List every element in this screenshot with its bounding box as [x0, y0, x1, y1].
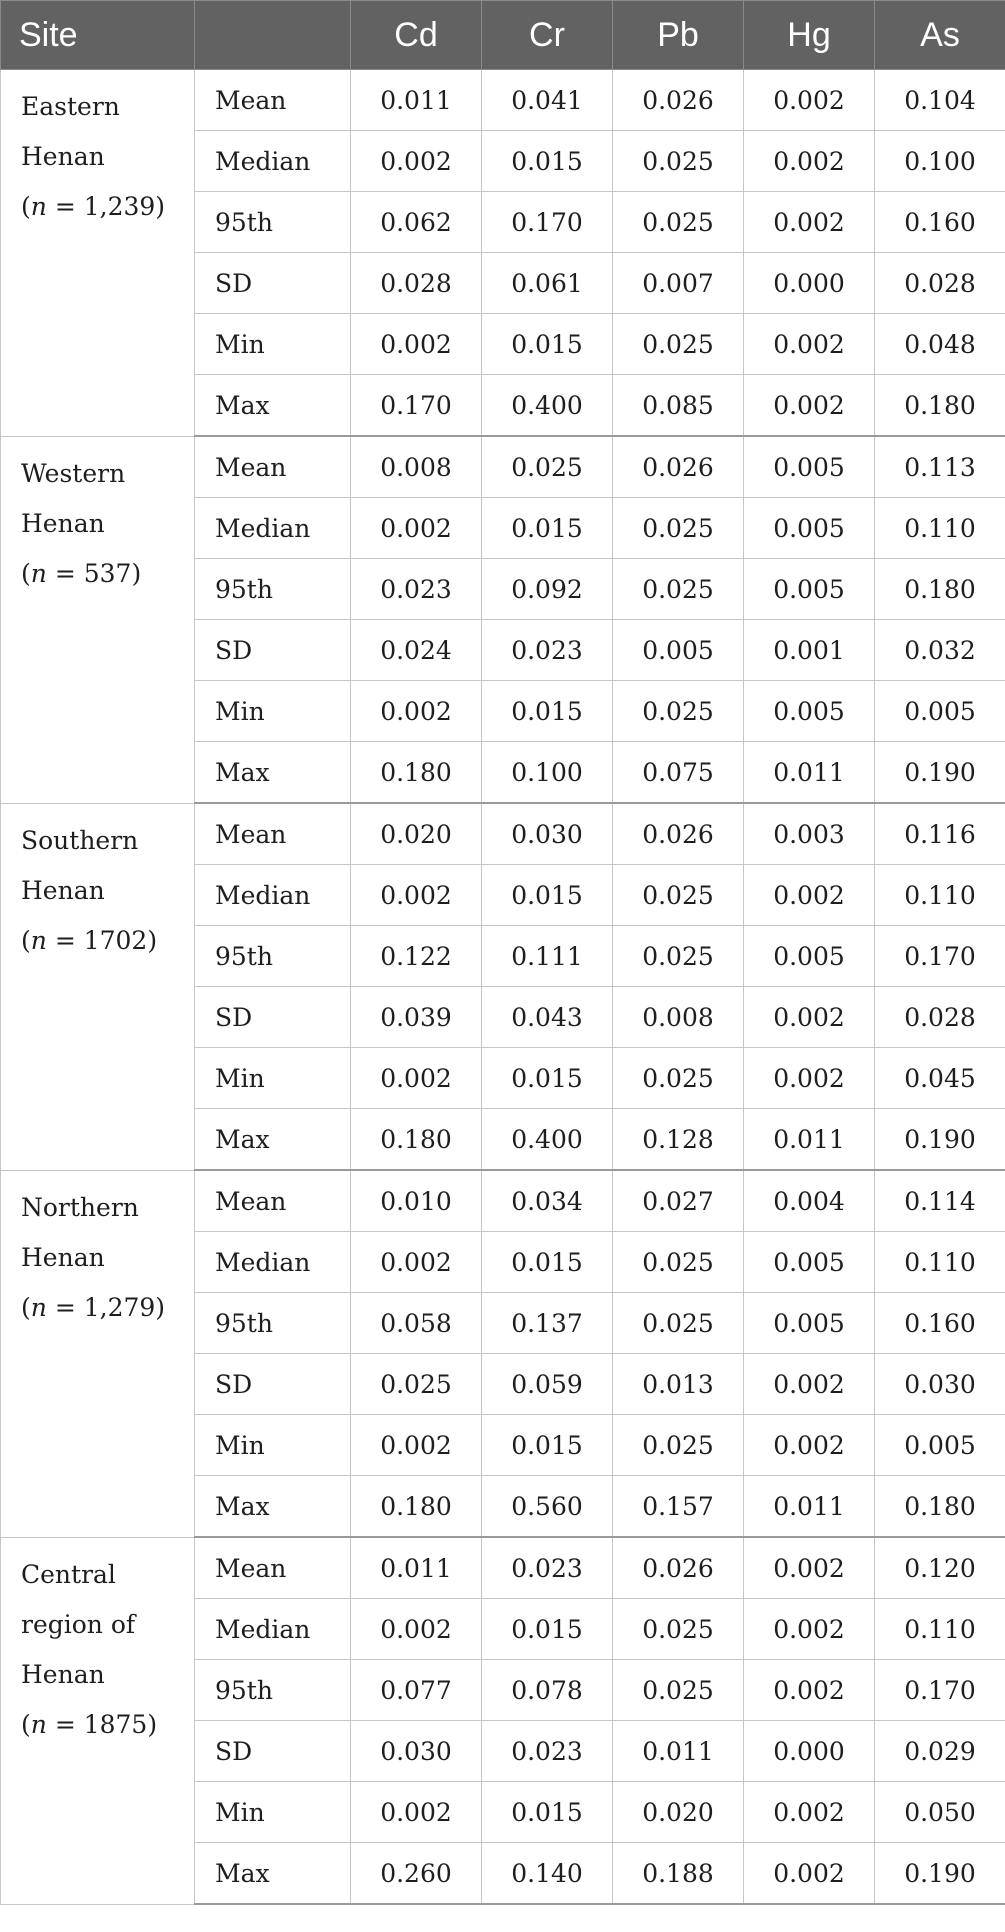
value-cell: 0.015: [482, 131, 613, 192]
value-cell: 0.005: [744, 1232, 875, 1293]
table-body: [1, 70, 1005, 1905]
value-cell: 0.015: [482, 1415, 613, 1476]
site-name-line: Henan: [21, 1659, 105, 1689]
header-hg: Hg: [744, 1, 875, 70]
value-cell: 0.157: [613, 1476, 744, 1538]
header-pb: Pb: [613, 1, 744, 70]
site-name-line: Southern: [21, 825, 139, 855]
stat-label: 95th: [195, 926, 351, 987]
value-cell: 0.015: [482, 1782, 613, 1843]
value-cell: 0.160: [875, 192, 1005, 253]
value-cell: 0.050: [875, 1782, 1005, 1843]
value-cell: 0.104: [875, 70, 1005, 131]
value-cell: 0.140: [482, 1843, 613, 1905]
sample-size-value: 537: [83, 558, 132, 588]
value-cell: 0.025: [613, 1293, 744, 1354]
stat-label: Max: [195, 1109, 351, 1171]
value-cell: 0.039: [351, 987, 482, 1048]
value-cell: 0.137: [482, 1293, 613, 1354]
value-cell: 0.023: [482, 1721, 613, 1782]
value-cell: 0.034: [482, 1170, 613, 1232]
value-cell: 0.180: [875, 559, 1005, 620]
value-cell: 0.015: [482, 681, 613, 742]
value-cell: 0.030: [875, 1354, 1005, 1415]
value-cell: 0.113: [875, 436, 1005, 498]
stat-label: Mean: [195, 803, 351, 865]
value-cell: 0.002: [744, 375, 875, 437]
table-row: [1, 70, 1005, 131]
value-cell: 0.020: [613, 1782, 744, 1843]
sample-size: (n = 1,279): [21, 1292, 166, 1322]
stat-label: Max: [195, 742, 351, 804]
value-cell: 0.002: [351, 131, 482, 192]
value-cell: 0.116: [875, 803, 1005, 865]
value-cell: 0.190: [875, 1843, 1005, 1905]
value-cell: 0.111: [482, 926, 613, 987]
value-cell: 0.007: [613, 253, 744, 314]
value-cell: 0.002: [744, 314, 875, 375]
value-cell: 0.045: [875, 1048, 1005, 1109]
value-cell: 0.002: [744, 1782, 875, 1843]
value-cell: 0.025: [613, 865, 744, 926]
site-name-line: Western: [21, 458, 126, 488]
value-cell: 0.002: [351, 1415, 482, 1476]
site-cell: [1, 1170, 195, 1537]
value-cell: 0.011: [351, 1537, 482, 1599]
value-cell: 0.002: [744, 131, 875, 192]
stat-label: Mean: [195, 1537, 351, 1599]
value-cell: 0.005: [744, 926, 875, 987]
value-cell: 0.005: [744, 559, 875, 620]
value-cell: 0.180: [351, 1476, 482, 1538]
header-cd: Cd: [351, 1, 482, 70]
value-cell: 0.002: [351, 1599, 482, 1660]
value-cell: 0.002: [744, 1660, 875, 1721]
value-cell: 0.005: [744, 498, 875, 559]
value-cell: 0.002: [744, 987, 875, 1048]
site-cell: [1, 803, 195, 1170]
value-cell: 0.180: [351, 1109, 482, 1171]
value-cell: 0.110: [875, 1599, 1005, 1660]
value-cell: 0.005: [875, 1415, 1005, 1476]
sample-size-value: 1,279: [83, 1292, 156, 1322]
stat-label: Min: [195, 1048, 351, 1109]
value-cell: 0.190: [875, 1109, 1005, 1171]
value-cell: 0.061: [482, 253, 613, 314]
value-cell: 0.025: [613, 1232, 744, 1293]
stat-label: 95th: [195, 1660, 351, 1721]
value-cell: 0.180: [875, 375, 1005, 437]
value-cell: 0.000: [744, 253, 875, 314]
value-cell: 0.400: [482, 1109, 613, 1171]
value-cell: 0.100: [482, 742, 613, 804]
value-cell: 0.005: [744, 436, 875, 498]
value-cell: 0.011: [351, 70, 482, 131]
header-cr: Cr: [482, 1, 613, 70]
table-row: [1, 436, 1005, 498]
value-cell: 0.002: [744, 1048, 875, 1109]
value-cell: 0.025: [613, 1599, 744, 1660]
value-cell: 0.041: [482, 70, 613, 131]
stat-label: Mean: [195, 70, 351, 131]
value-cell: 0.025: [351, 1354, 482, 1415]
value-cell: 0.032: [875, 620, 1005, 681]
value-cell: 0.110: [875, 865, 1005, 926]
stat-label: 95th: [195, 192, 351, 253]
value-cell: 0.025: [613, 1660, 744, 1721]
stat-label: SD: [195, 620, 351, 681]
value-cell: 0.025: [613, 926, 744, 987]
stat-label: SD: [195, 253, 351, 314]
value-cell: 0.180: [351, 742, 482, 804]
value-cell: 0.120: [875, 1537, 1005, 1599]
value-cell: 0.002: [351, 314, 482, 375]
value-cell: 0.260: [351, 1843, 482, 1905]
value-cell: 0.001: [744, 620, 875, 681]
sample-size: (n = 1875): [21, 1709, 158, 1739]
value-cell: 0.011: [744, 742, 875, 804]
value-cell: 0.002: [744, 1415, 875, 1476]
value-cell: 0.170: [875, 1660, 1005, 1721]
value-cell: 0.078: [482, 1660, 613, 1721]
value-cell: 0.180: [875, 1476, 1005, 1538]
value-cell: 0.003: [744, 803, 875, 865]
stat-label: Median: [195, 865, 351, 926]
value-cell: 0.005: [875, 681, 1005, 742]
value-cell: 0.160: [875, 1293, 1005, 1354]
value-cell: 0.043: [482, 987, 613, 1048]
stat-label: Mean: [195, 1170, 351, 1232]
value-cell: 0.002: [351, 1048, 482, 1109]
table-row: [1, 1170, 1005, 1232]
value-cell: 0.075: [613, 742, 744, 804]
value-cell: 0.030: [482, 803, 613, 865]
value-cell: 0.026: [613, 436, 744, 498]
value-cell: 0.026: [613, 1537, 744, 1599]
value-cell: 0.010: [351, 1170, 482, 1232]
stat-label: Median: [195, 498, 351, 559]
value-cell: 0.114: [875, 1170, 1005, 1232]
value-cell: 0.110: [875, 498, 1005, 559]
value-cell: 0.015: [482, 314, 613, 375]
value-cell: 0.015: [482, 865, 613, 926]
value-cell: 0.008: [613, 987, 744, 1048]
value-cell: 0.000: [744, 1721, 875, 1782]
value-cell: 0.005: [613, 620, 744, 681]
value-cell: 0.058: [351, 1293, 482, 1354]
stat-label: Median: [195, 131, 351, 192]
stat-label: Min: [195, 314, 351, 375]
site-cell: [1, 1537, 195, 1904]
value-cell: 0.002: [744, 1843, 875, 1905]
stat-label: Min: [195, 1415, 351, 1476]
value-cell: 0.023: [482, 620, 613, 681]
value-cell: 0.028: [875, 253, 1005, 314]
stat-label: Max: [195, 1843, 351, 1905]
value-cell: 0.011: [744, 1476, 875, 1538]
value-cell: 0.002: [351, 1232, 482, 1293]
sample-size: (n = 1,239): [21, 192, 166, 221]
value-cell: 0.110: [875, 1232, 1005, 1293]
value-cell: 0.190: [875, 742, 1005, 804]
value-cell: 0.170: [482, 192, 613, 253]
value-cell: 0.030: [351, 1721, 482, 1782]
sample-size-value: 1702: [83, 925, 148, 955]
value-cell: 0.024: [351, 620, 482, 681]
sample-size: (n = 1702): [21, 925, 158, 955]
site-name-line: Henan: [21, 508, 105, 538]
value-cell: 0.015: [482, 498, 613, 559]
site-cell: [1, 436, 195, 803]
stat-label: 95th: [195, 1293, 351, 1354]
value-cell: 0.400: [482, 375, 613, 437]
value-cell: 0.028: [351, 253, 482, 314]
value-cell: 0.002: [744, 1537, 875, 1599]
sample-size: (n = 537): [21, 558, 142, 588]
value-cell: 0.023: [482, 1537, 613, 1599]
stat-label: Max: [195, 375, 351, 437]
value-cell: 0.028: [875, 987, 1005, 1048]
stat-label: SD: [195, 1354, 351, 1415]
value-cell: 0.008: [351, 436, 482, 498]
value-cell: 0.011: [744, 1109, 875, 1171]
table-row: [1, 803, 1005, 865]
value-cell: 0.002: [744, 70, 875, 131]
site-name-line: Central: [21, 1559, 116, 1589]
value-cell: 0.188: [613, 1843, 744, 1905]
value-cell: 0.092: [482, 559, 613, 620]
stat-label: Mean: [195, 436, 351, 498]
value-cell: 0.002: [744, 1599, 875, 1660]
value-cell: 0.170: [351, 375, 482, 437]
value-cell: 0.025: [482, 436, 613, 498]
site-name-line: Henan: [21, 142, 105, 171]
table-row: [1, 1537, 1005, 1599]
value-cell: 0.025: [613, 314, 744, 375]
value-cell: 0.560: [482, 1476, 613, 1538]
value-cell: 0.002: [744, 865, 875, 926]
value-cell: 0.170: [875, 926, 1005, 987]
value-cell: 0.128: [613, 1109, 744, 1171]
site-name-line: Henan: [21, 1242, 105, 1272]
value-cell: 0.020: [351, 803, 482, 865]
value-cell: 0.002: [744, 192, 875, 253]
header-stat: [195, 1, 351, 70]
value-cell: 0.015: [482, 1232, 613, 1293]
value-cell: 0.025: [613, 559, 744, 620]
value-cell: 0.015: [482, 1048, 613, 1109]
value-cell: 0.005: [744, 1293, 875, 1354]
site-name-line: Eastern: [21, 92, 120, 121]
stat-label: SD: [195, 987, 351, 1048]
sample-size-value: 1875: [83, 1709, 148, 1739]
value-cell: 0.077: [351, 1660, 482, 1721]
value-cell: 0.122: [351, 926, 482, 987]
value-cell: 0.100: [875, 131, 1005, 192]
value-cell: 0.002: [351, 498, 482, 559]
value-cell: 0.004: [744, 1170, 875, 1232]
value-cell: 0.025: [613, 131, 744, 192]
value-cell: 0.002: [744, 1354, 875, 1415]
value-cell: 0.026: [613, 803, 744, 865]
value-cell: 0.062: [351, 192, 482, 253]
value-cell: 0.013: [613, 1354, 744, 1415]
value-cell: 0.025: [613, 1415, 744, 1476]
value-cell: 0.025: [613, 192, 744, 253]
value-cell: 0.011: [613, 1721, 744, 1782]
stat-label: Median: [195, 1599, 351, 1660]
value-cell: 0.048: [875, 314, 1005, 375]
header-site: Site: [1, 1, 195, 70]
value-cell: 0.023: [351, 559, 482, 620]
stat-label: Max: [195, 1476, 351, 1538]
header-as: As: [875, 1, 1005, 70]
value-cell: 0.059: [482, 1354, 613, 1415]
value-cell: 0.002: [351, 1782, 482, 1843]
stat-label: SD: [195, 1721, 351, 1782]
value-cell: 0.005: [744, 681, 875, 742]
stat-label: Min: [195, 1782, 351, 1843]
site-name-line: Henan: [21, 875, 105, 905]
value-cell: 0.029: [875, 1721, 1005, 1782]
stat-label: Median: [195, 1232, 351, 1293]
header-row: [1, 1, 1005, 70]
value-cell: 0.025: [613, 1048, 744, 1109]
value-cell: 0.015: [482, 1599, 613, 1660]
sample-size-value: 1,239: [83, 192, 156, 221]
site-name-line: region of: [21, 1609, 136, 1639]
value-cell: 0.025: [613, 498, 744, 559]
site-name-line: Northern: [21, 1192, 139, 1222]
value-cell: 0.025: [613, 681, 744, 742]
value-cell: 0.085: [613, 375, 744, 437]
value-cell: 0.027: [613, 1170, 744, 1232]
value-cell: 0.026: [613, 70, 744, 131]
stat-label: Min: [195, 681, 351, 742]
value-cell: 0.002: [351, 865, 482, 926]
site-cell: [1, 70, 195, 437]
value-cell: 0.002: [351, 681, 482, 742]
stat-label: 95th: [195, 559, 351, 620]
